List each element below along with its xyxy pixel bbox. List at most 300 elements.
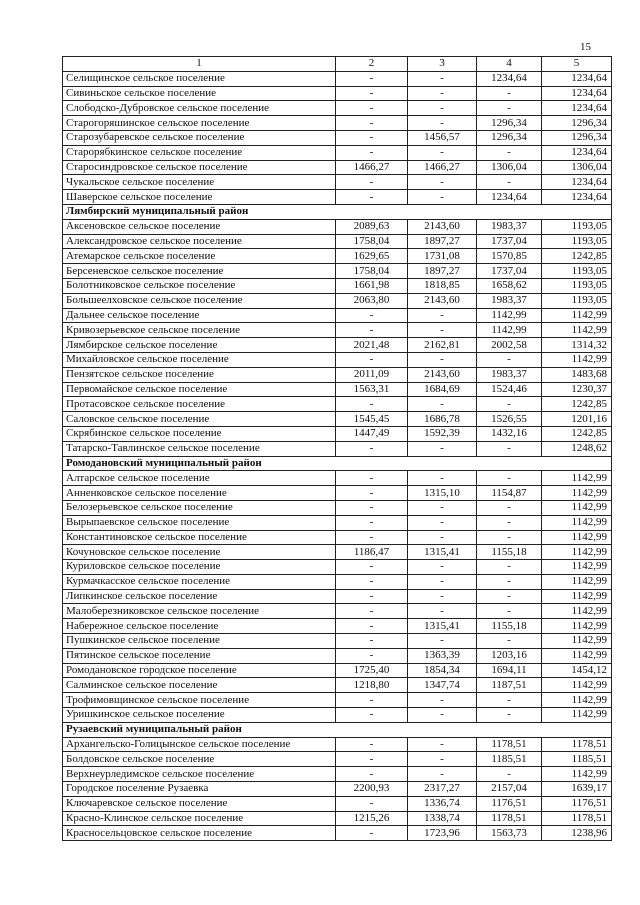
settlement-name: Атемарское сельское поселение [63,249,336,264]
table-row [63,308,612,323]
settlement-name: Белозерьевское сельское поселение [63,500,336,515]
settlement-name: Саловское сельское поселение [63,412,336,427]
value-col-5: 1142,99 [542,708,612,723]
value-col-5: 1201,16 [542,412,612,427]
value-col-4: 1142,99 [477,323,542,338]
settlement-name: Татарско-Тавлинское сельское поселение [63,441,336,456]
value-col-2: 1215,26 [336,811,408,826]
table-row [63,737,612,752]
settlement-name: Скрябинское сельское поселение [63,426,336,441]
settlement-name: Старосиндровское сельское поселение [63,160,336,175]
settlement-name: Малоберезниковское сельское поселение [63,604,336,619]
settlement-name: Михайловское сельское поселение [63,352,336,367]
value-col-4: 1203,16 [477,648,542,663]
settlement-name: Лямбирское сельское поселение [63,338,336,353]
district-header-row [63,722,612,737]
value-col-4: - [477,560,542,575]
value-col-5: 1242,85 [542,426,612,441]
value-col-5: 1142,99 [542,634,612,649]
value-col-2: - [336,308,408,323]
value-col-3: - [408,560,477,575]
value-col-2: 1725,40 [336,663,408,678]
value-col-4: 1737,04 [477,234,542,249]
value-col-5: 1185,51 [542,752,612,767]
value-col-2: - [336,604,408,619]
table-row [63,589,612,604]
value-col-2: - [336,175,408,190]
table-row [63,752,612,767]
value-col-5: 1234,64 [542,71,612,86]
value-col-5: 1142,99 [542,500,612,515]
settlement-name: Алтарское сельское поселение [63,471,336,486]
value-col-3: 1818,85 [408,278,477,293]
value-col-2: - [336,471,408,486]
value-col-2: - [336,101,408,116]
value-col-3: - [408,441,477,456]
value-col-4: 1296,34 [477,116,542,131]
value-col-2: 1661,98 [336,278,408,293]
value-col-5: 1454,12 [542,663,612,678]
value-col-2: 2089,63 [336,219,408,234]
value-col-2: - [336,500,408,515]
table-row [63,500,612,515]
value-col-3: - [408,145,477,160]
table-row [63,574,612,589]
table-row [63,367,612,382]
settlement-name: Болотниковское сельское поселение [63,278,336,293]
value-col-2: - [336,130,408,145]
value-col-5: 1142,99 [542,589,612,604]
value-col-5: 1142,99 [542,678,612,693]
value-col-3: 2143,60 [408,219,477,234]
value-col-4: 1176,51 [477,796,542,811]
settlement-name: Анненковское сельское поселение [63,486,336,501]
table-row [63,190,612,205]
header-cell-2: 2 [336,57,408,72]
value-col-3: 1723,96 [408,826,477,841]
value-col-3: - [408,397,477,412]
value-col-2: - [336,708,408,723]
value-col-4: - [477,101,542,116]
value-col-5: 1142,99 [542,560,612,575]
value-col-5: 1193,05 [542,234,612,249]
value-col-5: 1178,51 [542,737,612,752]
value-col-4: 1563,73 [477,826,542,841]
settlement-name: Сивиньское сельское поселение [63,86,336,101]
table-row [63,86,612,101]
value-col-2: - [336,634,408,649]
settlement-name: Ключаревское сельское поселение [63,796,336,811]
value-col-4: 1983,37 [477,219,542,234]
settlement-name: Архангельско-Голицынское сельское поселение [63,737,336,752]
value-col-2: 1758,04 [336,234,408,249]
value-col-2: - [336,190,408,205]
value-col-5: 1314,32 [542,338,612,353]
table-body [63,57,612,841]
value-col-3: - [408,604,477,619]
value-col-4: 1983,37 [477,293,542,308]
value-col-2: - [336,648,408,663]
table-row [63,338,612,353]
settlement-name: Пушкинское сельское поселение [63,634,336,649]
value-col-3: 1456,57 [408,130,477,145]
value-col-2: 1447,49 [336,426,408,441]
value-col-5: 1142,99 [542,515,612,530]
value-col-3: 2143,60 [408,293,477,308]
value-col-5: 1234,64 [542,101,612,116]
value-col-4: 1306,04 [477,160,542,175]
tariff-table [62,56,612,841]
value-col-5: 1142,99 [542,352,612,367]
value-col-4: - [477,708,542,723]
table-row [63,249,612,264]
value-col-5: 1142,99 [542,604,612,619]
table-row [63,767,612,782]
district-header-row [63,204,612,219]
value-col-3: - [408,352,477,367]
settlement-name: Курмачкасское сельское поселение [63,574,336,589]
value-col-5: 1142,99 [542,323,612,338]
table-row [63,293,612,308]
value-col-5: 1306,04 [542,160,612,175]
value-col-5: 1193,05 [542,293,612,308]
value-col-2: 2200,93 [336,782,408,797]
value-col-4: - [477,767,542,782]
value-col-5: 1639,17 [542,782,612,797]
value-col-4: 1155,18 [477,619,542,634]
settlement-name: Красносельцовское сельское поселение [63,826,336,841]
table-row [63,663,612,678]
value-col-2: - [336,752,408,767]
table-row [63,826,612,841]
value-col-4: - [477,352,542,367]
value-col-3: - [408,71,477,86]
table-row [63,811,612,826]
header-cell-3: 3 [408,57,477,72]
district-header-row [63,456,612,471]
value-col-3: - [408,308,477,323]
table-row [63,515,612,530]
value-col-3: 2317,27 [408,782,477,797]
table-row [63,545,612,560]
value-col-4: 1694,11 [477,663,542,678]
value-col-5: 1142,99 [542,574,612,589]
value-col-3: 1466,27 [408,160,477,175]
value-col-5: 1142,99 [542,530,612,545]
value-col-3: 1315,10 [408,486,477,501]
value-col-5: 1234,64 [542,190,612,205]
value-col-4: 1155,18 [477,545,542,560]
value-col-3: 2162,81 [408,338,477,353]
table-row [63,530,612,545]
value-col-5: 1242,85 [542,249,612,264]
district-name: Ромодановский муниципальный район [63,456,612,471]
value-col-4: 1983,37 [477,367,542,382]
value-col-2: 2011,09 [336,367,408,382]
value-col-3: 1338,74 [408,811,477,826]
value-col-3: 1684,69 [408,382,477,397]
value-col-5: 1142,99 [542,471,612,486]
value-col-3: 1347,74 [408,678,477,693]
value-col-3: 2143,60 [408,367,477,382]
value-col-5: 1176,51 [542,796,612,811]
value-col-3: 1592,39 [408,426,477,441]
value-col-3: - [408,86,477,101]
table-row [63,323,612,338]
value-col-2: - [336,116,408,131]
settlement-name: Слободско-Дубровское сельское поселение [63,101,336,116]
value-col-3: - [408,693,477,708]
settlement-name: Аксеновское сельское поселение [63,219,336,234]
value-col-4: - [477,397,542,412]
value-col-2: - [336,486,408,501]
value-col-4: 1737,04 [477,264,542,279]
value-col-5: 1193,05 [542,278,612,293]
value-col-2: - [336,693,408,708]
value-col-5: 1234,64 [542,145,612,160]
value-col-2: - [336,737,408,752]
table-row [63,397,612,412]
settlement-name: Верхнеурледимское сельское поселение [63,767,336,782]
value-col-3: 1854,34 [408,663,477,678]
page-number: 15 [580,41,591,53]
value-col-2: - [336,352,408,367]
settlement-name: Чукальское сельское поселение [63,175,336,190]
value-col-4: 2002,58 [477,338,542,353]
settlement-name: Старогоряшинское сельское поселение [63,116,336,131]
settlement-name: Дальнее сельское поселение [63,308,336,323]
value-col-2: 1466,27 [336,160,408,175]
settlement-name: Пензятское сельское поселение [63,367,336,382]
table-row [63,693,612,708]
value-col-4: 1234,64 [477,71,542,86]
table-row [63,234,612,249]
value-col-3: - [408,708,477,723]
value-col-5: 1296,34 [542,116,612,131]
value-col-4: - [477,604,542,619]
value-col-3: - [408,175,477,190]
settlement-name: Кочуновское сельское поселение [63,545,336,560]
value-col-2: 1563,31 [336,382,408,397]
district-name: Лямбирский муниципальный район [63,204,612,219]
value-col-4: 1234,64 [477,190,542,205]
settlement-name: Протасовское сельское поселение [63,397,336,412]
header-cell-5: 5 [542,57,612,72]
value-col-4: - [477,634,542,649]
table-row [63,471,612,486]
value-col-2: - [336,86,408,101]
value-col-4: - [477,574,542,589]
value-col-2: - [336,767,408,782]
value-col-2: - [336,515,408,530]
value-col-5: 1234,64 [542,86,612,101]
value-col-2: 1545,45 [336,412,408,427]
value-col-2: 2063,80 [336,293,408,308]
value-col-4: - [477,441,542,456]
value-col-5: 1142,99 [542,693,612,708]
value-col-3: 1315,41 [408,545,477,560]
table-row [63,101,612,116]
table-row [63,264,612,279]
value-col-5: 1234,64 [542,175,612,190]
table-row [63,782,612,797]
table-row [63,160,612,175]
value-col-5: 1178,51 [542,811,612,826]
value-col-3: - [408,589,477,604]
table-row [63,71,612,86]
value-col-3: - [408,574,477,589]
value-col-4: 1178,51 [477,737,542,752]
table-row [63,604,612,619]
district-name: Рузаевский муниципальный район [63,722,612,737]
header-cell-4: 4 [477,57,542,72]
value-col-3: - [408,752,477,767]
value-col-4: - [477,500,542,515]
table-row [63,352,612,367]
settlement-name: Большеелховское сельское поселение [63,293,336,308]
value-col-3: - [408,530,477,545]
settlement-name: Салминское сельское поселение [63,678,336,693]
value-col-4: - [477,471,542,486]
value-col-4: - [477,589,542,604]
value-col-5: 1483,68 [542,367,612,382]
value-col-4: 1296,34 [477,130,542,145]
value-col-3: - [408,190,477,205]
table-row [63,278,612,293]
value-col-2: 1629,65 [336,249,408,264]
value-col-2: - [336,71,408,86]
settlement-name: Ромодановское городское поселение [63,663,336,678]
settlement-name: Селищинское сельское поселение [63,71,336,86]
settlement-name: Трофимовщинское сельское поселение [63,693,336,708]
table-row [63,130,612,145]
settlement-name: Липкинское сельское поселение [63,589,336,604]
value-col-5: 1193,05 [542,219,612,234]
value-col-5: 1242,85 [542,397,612,412]
settlement-name: Уришкинское сельское поселение [63,708,336,723]
value-col-5: 1248,62 [542,441,612,456]
settlement-name: Старорябкинское сельское поселение [63,145,336,160]
value-col-3: 1897,27 [408,234,477,249]
value-col-4: - [477,515,542,530]
value-col-4: 1524,46 [477,382,542,397]
settlement-name: Набережное сельское поселение [63,619,336,634]
value-col-5: 1142,99 [542,545,612,560]
table-row [63,412,612,427]
header-cell-1: 1 [63,57,336,72]
table-row [63,219,612,234]
value-col-4: - [477,693,542,708]
value-col-5: 1296,34 [542,130,612,145]
settlement-name: Вырыпаевское сельское поселение [63,515,336,530]
value-col-2: - [336,826,408,841]
value-col-4: 2157,04 [477,782,542,797]
value-col-4: 1526,55 [477,412,542,427]
table-row [63,796,612,811]
value-col-5: 1230,37 [542,382,612,397]
value-col-4: 1142,99 [477,308,542,323]
value-col-2: - [336,796,408,811]
value-col-4: - [477,145,542,160]
table-row [63,175,612,190]
value-col-3: - [408,323,477,338]
value-col-3: - [408,767,477,782]
value-col-2: - [336,560,408,575]
value-col-2: - [336,397,408,412]
table-row [63,634,612,649]
value-col-3: 1686,78 [408,412,477,427]
value-col-5: 1142,99 [542,308,612,323]
settlement-name: Старозубаревское сельское поселение [63,130,336,145]
value-col-4: 1154,87 [477,486,542,501]
value-col-4: 1658,62 [477,278,542,293]
value-col-2: - [336,574,408,589]
value-col-2: - [336,619,408,634]
value-col-3: - [408,101,477,116]
value-col-2: - [336,145,408,160]
value-col-2: - [336,589,408,604]
value-col-5: 1238,96 [542,826,612,841]
settlement-name: Городское поселение Рузаевка [63,782,336,797]
table-row [63,486,612,501]
value-col-3: - [408,634,477,649]
value-col-3: 1363,39 [408,648,477,663]
value-col-4: 1570,85 [477,249,542,264]
value-col-3: - [408,500,477,515]
table-row [63,619,612,634]
value-col-3: - [408,471,477,486]
settlement-name: Куриловское сельское поселение [63,560,336,575]
value-col-2: - [336,323,408,338]
table-row [63,426,612,441]
table-row [63,560,612,575]
value-col-4: - [477,530,542,545]
settlement-name: Кривозерьевское сельское поселение [63,323,336,338]
value-col-4: 1178,51 [477,811,542,826]
value-col-5: 1142,99 [542,486,612,501]
table-row [63,382,612,397]
value-col-3: - [408,515,477,530]
value-col-4: 1185,51 [477,752,542,767]
settlement-name: Берсеневское сельское поселение [63,264,336,279]
value-col-2: 1758,04 [336,264,408,279]
value-col-5: 1142,99 [542,619,612,634]
value-col-3: 1897,27 [408,264,477,279]
table-row [63,441,612,456]
value-col-2: - [336,530,408,545]
value-col-2: 1186,47 [336,545,408,560]
table-row [63,708,612,723]
value-col-5: 1193,05 [542,264,612,279]
value-col-4: - [477,175,542,190]
table-row [63,145,612,160]
value-col-4: - [477,86,542,101]
value-col-2: 2021,48 [336,338,408,353]
value-col-3: 1315,41 [408,619,477,634]
table-header-row [63,57,612,72]
table-row [63,648,612,663]
value-col-3: 1336,74 [408,796,477,811]
value-col-5: 1142,99 [542,648,612,663]
settlement-name: Болдовское сельское поселение [63,752,336,767]
settlement-name: Александровское сельское поселение [63,234,336,249]
settlement-name: Пятинское сельское поселение [63,648,336,663]
value-col-3: - [408,116,477,131]
value-col-2: - [336,441,408,456]
settlement-name: Красно-Клинское сельское поселение [63,811,336,826]
value-col-3: - [408,737,477,752]
settlement-name: Первомайское сельское поселение [63,382,336,397]
